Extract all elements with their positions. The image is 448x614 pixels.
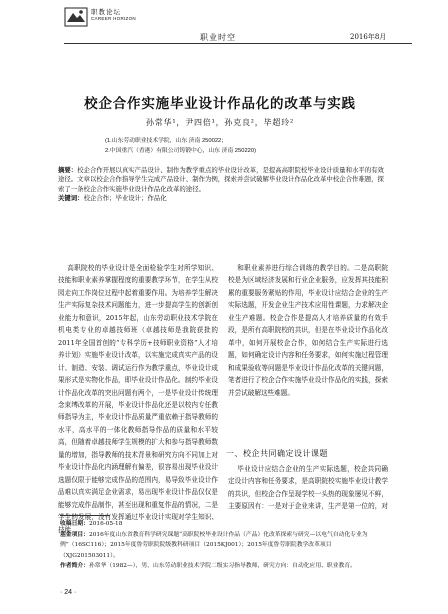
abstract-block <box>58 166 388 204</box>
abstract-label: 摘要： <box>58 166 78 174</box>
abstract <box>58 166 388 194</box>
received-date: 收稿日期：2016-05-18 <box>60 521 123 527</box>
career-horizon-logo-icon <box>64 7 88 27</box>
issue-date: 2016年8月 <box>350 33 387 41</box>
paragraph: 和职业素养进行综合训练的教学目的。二是高职院校是为区域经济发展和行业企业服务，应发挥其技能积累的重要服务紧贴的作用，毕业设计应结合企业的生产实际选题，开发企业生产技术应用性课题，力求解决企业生产难题。校企合作是提高人才培养质量的有效手段，是所有高职院校的共识，但是在毕业设计作品化改革中，如何开展校企合作，如何结合生产实际进行选题，如何确定设计内容和任务要求，如何实施过程管理和成果验收等问题是毕业设计作品化改革的关键问题，笔者进行了校企合作实施毕业设计作品化的实践，探索并尝试破解这些难题。 <box>228 264 388 397</box>
journal-name: 职教论坛 <box>91 8 121 16</box>
body-right-column-2 <box>228 463 388 513</box>
footnote-divider <box>60 515 110 516</box>
article-authors: 孙常华¹，尹四倍¹，孙克良²，毕超玲² <box>145 118 295 127</box>
body-left-column <box>58 262 218 536</box>
affiliation-1: (1.山东劳动职业技术学院，山东 济南 250022； <box>105 138 228 144</box>
column-name: 职业时空 <box>200 33 236 42</box>
page-header <box>0 0 448 44</box>
paragraph: 毕业设计应结合企业的生产实际选题，校企共同确定设计内容和任务要求，是高职院校实施毕业设计教学的共识，但校企合作呈现学校一头热的现象屡见不鲜，主要原因有：一是对于企业来讲，生产是第一位的，对 <box>228 465 388 511</box>
keywords-label: 关键词： <box>58 194 84 203</box>
keywords-text: 校企合作；毕业设计；作品化 <box>83 194 167 203</box>
author-bio: 作者简介：孙常华（1982—），男，山东劳动职业技术学院二级实习指导教师，研究方向：自动化应用、职业教育。 <box>60 563 356 569</box>
page-number: · 24 · <box>60 589 77 596</box>
fund-info: 基金项目：2016年度山东省教育科学研究课题“高职院校毕业设计作品（产品）化改革探索与研究—以电气自动化专业为例”（16SC116）；2015年度鲁劳职院院级教科研项目（2015KJ001）；2015年度鲁劳职院教学改革项目（XJG201503011）。 <box>60 531 368 559</box>
section-heading: 一、校企共同确定设计课题 <box>226 449 328 458</box>
article-title: 校企合作实施毕业设计作品化的改革与实践 <box>84 96 356 112</box>
affiliation-2: 2.中国重汽（香港）有限公司铸锻中心，山东 济南 250220) <box>105 148 257 154</box>
journal-name-en: CAREER HORIZON <box>91 16 136 21</box>
body-right-column <box>228 262 388 442</box>
paragraph: 高职院校的毕业设计是全面检验学生对所学知识、技能和职业素养掌握程度的重要教学环节，在学生从校园走向工作岗位过程中起着重要作用。为培养学生解决生产实际复杂技术问题能力，进一步提高学生的创新创业能力和意识，2015年起，山东劳动职业技术学院在机电类专业的卓越技师班（卓越技师是我院获批的2011年全国首创的“专科学历+技师职业资格”人才培养计划）实施毕业设计改革，以实施完成真实产品的设计、制造、安装、调试运行作为教学重点，毕业设计成果形式是实物化作品，即毕业设计作品化。制约毕业设计作品化改革的突出问题有两个，一是毕业设计传统理念束缚改革的开展，毕业设计作品化还是以校内专任教师指导为主，毕业设计作品质量严重依赖于指导教师的水平，高水平的一体化教师指导作品的质量和水平较高，但随着卓越技师学生规模的扩大和参与指导教师数量的增加，指导教师的技术背景和研究方向不同加上对毕业设计作品化内涵理解有偏差，很容易出现毕业设计选题仅限于能够完成作品的范围内，易导致毕业设计作品难以真实满足企业需求，易出现毕业设计作品仅仅是能够完成作品制作，甚至出现和重复作品的情况，二是学生的发展，没有发挥通过毕业设计实现对学生知识、技能 <box>58 264 218 534</box>
footnotes <box>60 519 390 572</box>
header-divider <box>64 43 412 44</box>
keywords <box>58 194 388 203</box>
abstract-text: 校企合作开展以真实产品设计、制作为教学重点的毕业设计改革，是提高高职院校毕业设计质量和水平的有效途径。文章以校企合作指导学生完成产品设计、制作为例，探索并尝试破解毕业设计作品化改革中校企合作难题，探索了一条校企合作实施毕业设计作品化改革的途径。 <box>58 166 384 193</box>
